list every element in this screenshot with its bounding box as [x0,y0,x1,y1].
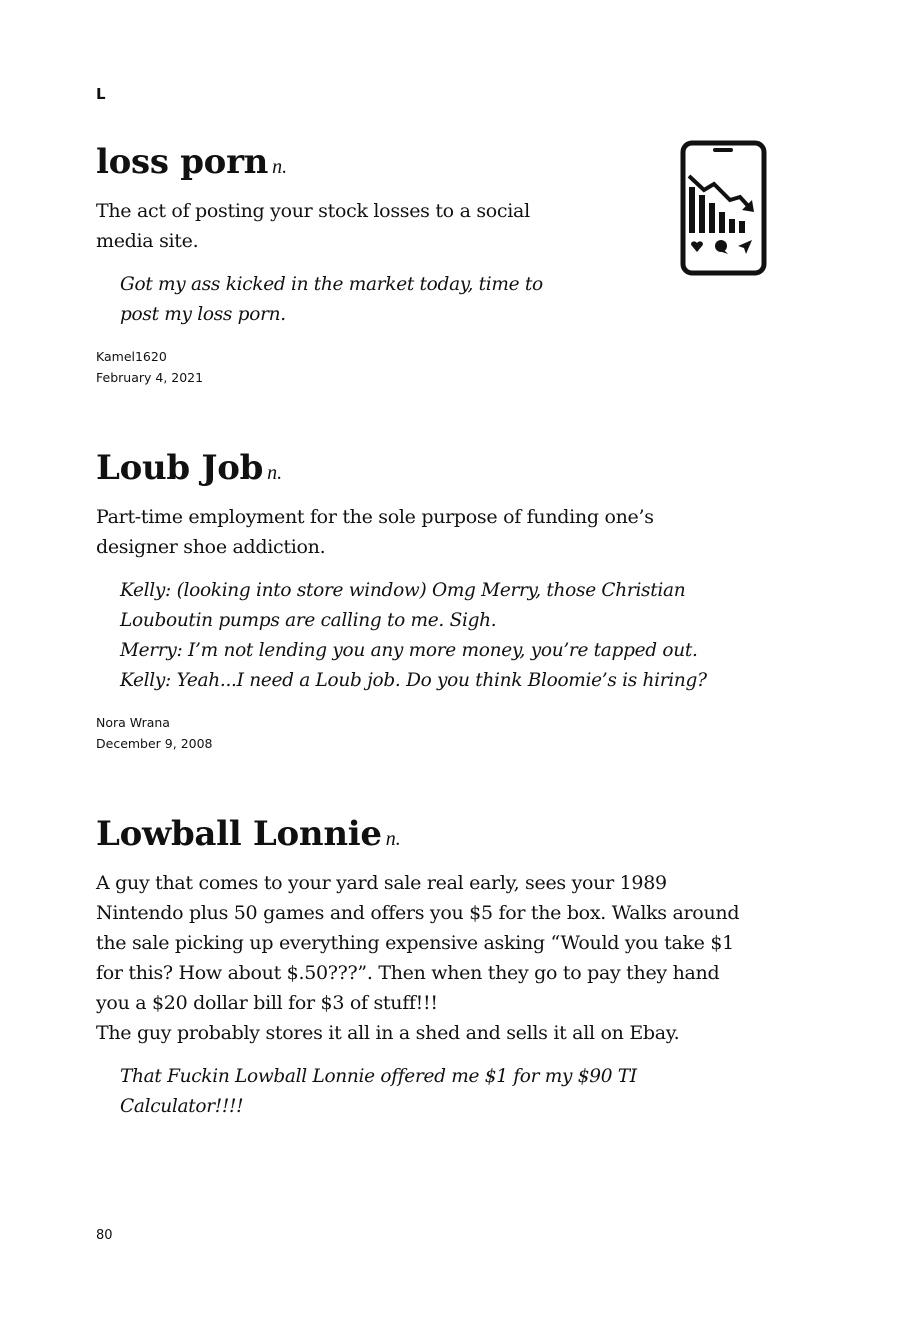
definition-line: The act of posting your stock losses to a social [96,200,530,222]
entry-lowball-lonnie [96,812,796,1122]
definition [96,196,576,256]
example-line: Kelly: (looking into store window) Omg Merry, those Christian [120,580,686,601]
example-line: Kelly: Yeah...I need a Loub job. Do you think Bloomie’s is hiring? [120,670,707,691]
headword: Lowball Lonnie [96,814,382,854]
page-number: 80 [96,1228,113,1243]
part-of-speech: n. [385,828,401,850]
definition [96,502,796,562]
attribution [96,346,576,388]
entry-loss-porn [96,140,576,388]
entry-loub-job [96,446,796,754]
definition-line: Nintendo plus 50 games and offers you $5 for the box. Walks around [96,902,740,924]
definition-line: media site. [96,230,199,252]
headword: Loub Job [96,448,264,488]
headword: loss porn [96,142,269,182]
entry-heading [96,446,796,490]
example-line: That Fuckin Lowball Lonnie offered me $1 for my $90 TI [120,1066,637,1087]
section-letter: L [96,85,106,103]
author: Nora Wrana [96,715,170,730]
example-line: post my loss porn. [120,304,286,325]
example-line: Louboutin pumps are calling to me. Sigh. [120,610,497,631]
example [120,576,796,696]
example [120,270,576,330]
example-line: Got my ass kicked in the market today, time to [120,274,543,295]
entry-heading [96,812,796,856]
example-line: Calculator!!!! [120,1096,244,1117]
author: Kamel1620 [96,349,167,364]
definition-line: the sale picking up everything expensive asking “Would you take $1 [96,932,734,954]
example-line: Merry: I’m not lending you any more money, you’re tapped out. [120,640,698,661]
date: February 4, 2021 [96,370,204,385]
date: December 9, 2008 [96,736,213,751]
definition-line: you a $20 dollar bill for $3 of stuff!!! [96,992,438,1014]
definition-line: The guy probably stores it all in a shed and sells it all on Ebay. [96,1022,680,1044]
entry-heading [96,140,576,184]
attribution [96,712,796,754]
example [120,1062,796,1122]
definition-line: A guy that comes to your yard sale real early, sees your 1989 [96,872,667,894]
definition-line: for this? How about $.50???”. Then when they go to pay they hand [96,962,720,984]
definition-line: designer shoe addiction. [96,536,326,558]
definition [96,868,796,1048]
definition-line: Part-time employment for the sole purpose of funding one’s [96,506,654,528]
part-of-speech: n. [272,156,288,178]
phone-stock-decline-icon [680,140,767,276]
part-of-speech: n. [267,462,283,484]
